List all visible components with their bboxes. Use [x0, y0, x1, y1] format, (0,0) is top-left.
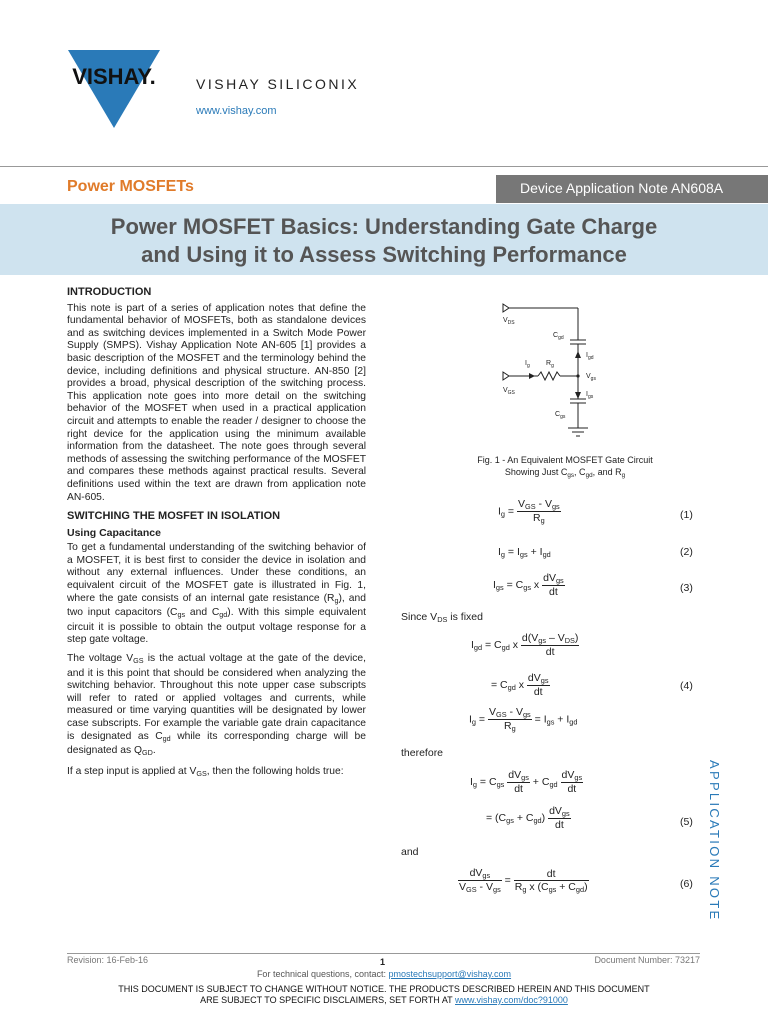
rg-label: $R_g$: [546, 360, 554, 369]
cgd-label: $C_{gd}$: [553, 332, 564, 341]
vds-label: $V_{DS}$: [503, 317, 515, 326]
equation-6: $\frac{dV_{gs}}{V_{GS} - V_{gs}}$ = $\frac{dt}{R_g x (C_{gs} + C_{gd})}$: [459, 867, 588, 894]
disclaimer-link[interactable]: www.vishay.com/doc?91000: [455, 995, 568, 1005]
company-name: VISHAY SILICONIX: [196, 76, 360, 92]
title-line-2: and Using it to Assess Switching Performance: [141, 242, 627, 267]
equation-2-number: (2): [680, 546, 693, 558]
category-label: Power MOSFETs: [67, 178, 194, 195]
equation-1: $I_g$ = $\frac{V_{GS} - V_{gs}}{R_g}$: [498, 498, 560, 525]
capacitance-paragraph: To get a fundamental understanding of the switching behavior of a MOSFET, it is best first to consider the device in isolation and without any external influences. Under these conditions, an equivalent circuit of the MOSFET gate is illustrated in Fig. 1, where the gate consists of an internal gate resistance $(R_g)$, and two input capacitors ($C_{gs}$ and $C_{gd}$). With this simple equivalent circuit it is possible to obtain the output voltage response for a step gate voltage.: [67, 542, 366, 646]
application-note-label: Device Application Note AN608A: [496, 175, 768, 203]
step-input-paragraph: If a step input is applied at $V_{GS}$, then the following holds true:: [67, 765, 344, 778]
since-vds-text: Since $V_{DS}$ is fixed: [401, 611, 483, 624]
equation-5b: = $(C_{gs} + C_{gd})$ $\frac{dV_{gs}}{dt}$: [486, 805, 570, 831]
equation-5-number: (5): [680, 816, 693, 828]
vgs-node-label: $V_{gs}$: [586, 373, 596, 382]
website-link[interactable]: www.vishay.com: [196, 105, 277, 117]
igs-label: $I_{gs}$: [586, 391, 594, 400]
footer-divider: [67, 953, 700, 954]
equation-2: $I_g = I_{gs} + I_{gd}$: [498, 546, 551, 559]
equation-4b: = $C_{gd}$ x $\frac{dV_{gs}}{dt}$: [491, 672, 549, 698]
intro-heading: INTRODUCTION: [67, 286, 152, 298]
cgs-label: $C_{gs}$: [555, 411, 566, 420]
vgs-label: $V_{GS}$: [503, 387, 515, 396]
switching-heading: SWITCHING THE MOSFET IN ISOLATION: [67, 510, 281, 523]
equation-4-number: (4): [680, 680, 693, 692]
header-divider: [0, 166, 768, 167]
side-application-note-label: APPLICATION NOTE: [707, 760, 723, 922]
equation-1-number: (1): [680, 509, 693, 521]
figure-caption: Fig. 1 - An Equivalent MOSFET Gate Circuit Showing Just $C_{gs}$, $C_{gd}$, and $R_g$: [477, 455, 653, 479]
therefore-text: therefore: [401, 747, 444, 759]
voltage-paragraph: The voltage $V_{GS}$ is the actual voltage at the gate of the device, and it is this point that should be considered when analyzing the switching behavior. Throughout this note upper case subscripts will refer to rated or applied voltages and currents, while measured or time varying quantities will be designated by lower case subscripts. For example the variable gate drain capacitance is designated as $C_{gd}$ while its corresponding charge will be designated as $Q_{GD}$.: [67, 653, 367, 758]
equation-5a: $I_g = C_{gs}$ $\frac{dV_{gs}}{dt}$ + $C_{gd}$ $\frac{dV_{gs}}{dt}$: [470, 769, 583, 795]
title-line-1: Power MOSFET Basics: Understanding Gate Charge: [110, 214, 658, 239]
ig-label: $I_g$: [525, 360, 530, 369]
intro-paragraph: This note is part of a series of application notes that define the fundamental behavior of MOSFETs, both as standalone devices and as switching devices implemented in a Switch Mode Power Supply (SMPS). Vishay Application Note AN-605 [1] provides a basic description of the MOSFET and the terminology behind the device, including definitions and physical structure. AN-850 [2] provides a broad, physical description of the switching process. This application note goes into more detail on the switching behavior of the MOSFET when used in a practical application circuit and attempts to enable the reader / designer to choose the right device for the application using the minimum available information from the datasheet. The note goes through several methods of assessing the switching performance of the MOSFET and compares these methods against practical results. Several definitions used within the text are drawn from application note AN-605.: [67, 302, 366, 503]
left-column: [67, 284, 366, 786]
and-text: and: [401, 846, 419, 858]
equation-6-number: (6): [680, 878, 693, 890]
equation-3-number: (3): [680, 582, 693, 594]
capacitance-heading: Using Capacitance: [67, 526, 161, 539]
equation-3: $I_{gs} = C_{gs}$ x $\frac{dV_{gs}}{dt}$: [493, 572, 564, 598]
equation-4c: $I_g$ = $\frac{V_{GS} - V_{gs}}{R_g}$ = $I_{gs} + I_{gd}$: [469, 706, 578, 733]
vishay-logo: [68, 50, 160, 128]
igd-label: $I_{gd}$: [586, 352, 594, 361]
disclaimer: THIS DOCUMENT IS SUBJECT TO CHANGE WITHOUT NOTICE. THE PRODUCTS DESCRIBED HEREIN AND THIS DOCUMENT ARE SUBJECT TO SPECIFIC DISCLAIMERS, SET FORTH AT www.vishay.com/doc?91000: [118, 984, 650, 1005]
logo-text: VISHAY.: [72, 64, 156, 89]
contact-line: For technical questions, contact: pmostechsupport@vishay.com: [256, 969, 512, 979]
support-email-link[interactable]: pmostechsupport@vishay.com: [388, 969, 512, 979]
revision-date: Revision: 16-Feb-16: [67, 955, 149, 965]
gate-circuit-diagram: [498, 300, 628, 442]
equation-4a: $I_{gd} = C_{gd}$ x $\frac{d(V_{gs} - V_{DS})}{dt}$: [471, 632, 579, 658]
page-number: 1: [380, 957, 386, 967]
title-banner: [0, 204, 768, 275]
document-number: Document Number: 73217: [594, 955, 700, 965]
